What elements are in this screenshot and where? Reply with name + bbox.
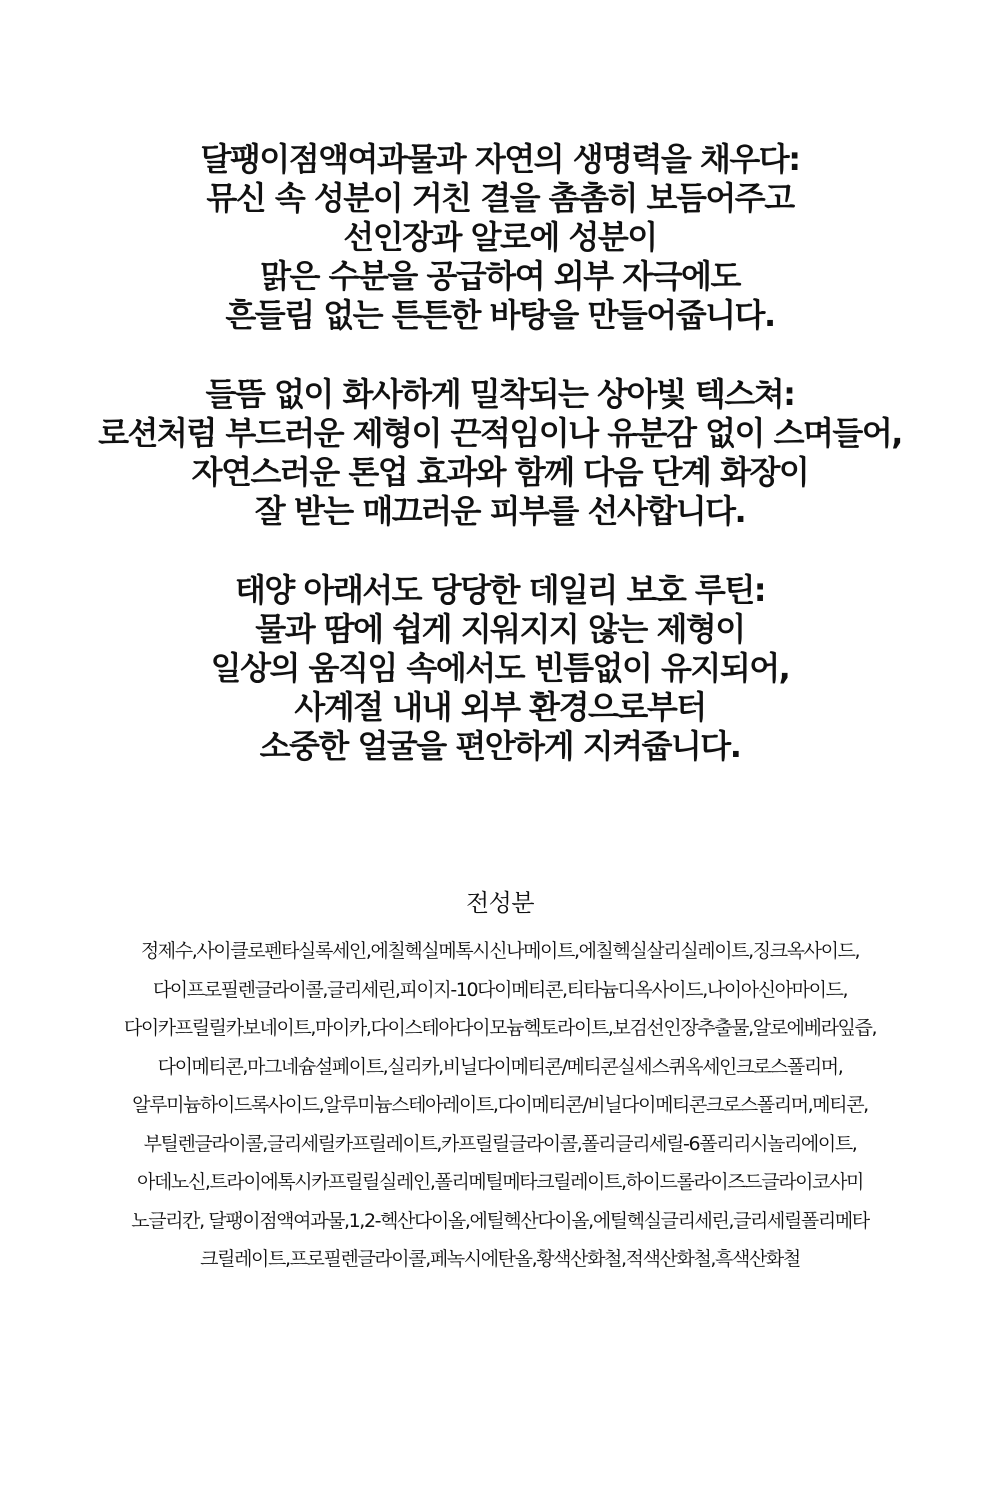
ingredients-line: 다이메티콘,마그네슘설페이트,실리카,비닐다이메티콘/메티콘실세스퀴옥세인크로스폴리머, — [157, 1055, 843, 1078]
ingredients-line: 아데노신,트라이에톡시카프릴릴실레인,폴리메틸메타크릴레이트,하이드롤라이즈드글라이코사미 — [137, 1171, 863, 1193]
description-block-sun-protection — [40, 571, 960, 766]
description-line: 달팽이점액여과물과 자연의 생명력을 채우다: — [200, 140, 800, 178]
description-line: 맑은 수분을 공급하여 외부 자극에도 — [260, 257, 740, 295]
description-line: 들뜸 없이 화사하게 밀착되는 상아빛 텍스쳐: — [205, 375, 795, 413]
product-description — [40, 140, 960, 806]
ingredients-line: 크릴레이트,프로필렌글라이콜,페녹시에탄올,황색산화철,적색산화철,흑색산화철 — [200, 1248, 800, 1270]
description-line: 태양 아래서도 당당한 데일리 보호 루틴: — [234, 571, 766, 609]
description-block-texture — [40, 375, 960, 531]
description-line: 흔들림 없는 튼튼한 바탕을 만들어줍니다. — [225, 296, 775, 334]
description-line: 선인장과 알로에 성분이 — [343, 218, 657, 256]
ingredients-line: 다이카프릴릴카보네이트,마이카,다이스테아다이모늄헥토라이트,보검선인장추출물,알로에베라잎즙, — [123, 1017, 877, 1039]
description-block-snail-mucin — [40, 140, 960, 335]
ingredients-line: 다이프로필렌글라이콜,글리세린,피이지-10다이메티콘,티타늄디옥사이드,나이아신아마이드, — [152, 978, 848, 1001]
description-line: 자연스러운 톤업 효과와 함께 다음 단계 화장이 — [191, 453, 809, 491]
ingredients-line: 부틸렌글라이콜,글리세릴카프릴레이트,카프릴릴글라이콜,폴리글리세릴-6폴리리시놀리에이트, — [143, 1132, 857, 1155]
description-line: 소중한 얼굴을 편안하게 지켜줍니다. — [259, 727, 741, 765]
ingredients-heading: 전성분 — [465, 889, 535, 917]
description-line: 물과 땀에 쉽게 지워지지 않는 제형이 — [255, 610, 745, 648]
ingredients-line: 노글리칸, 달팽이점액여과물,1,2-헥산다이올,에틸헥산다이올,에틸헥실글리세린,글리세릴폴리메타 — [131, 1209, 869, 1232]
description-line: 뮤신 속 성분이 거친 결을 촘촘히 보듬어주고 — [206, 179, 794, 217]
description-line: 사계절 내내 외부 환경으로부터 — [294, 688, 706, 726]
description-line: 로션처럼 부드러운 제형이 끈적임이나 유분감 없이 스며들어, — [98, 414, 902, 452]
description-line: 잘 받는 매끄러운 피부를 선사합니다. — [254, 492, 746, 530]
ingredients-line: 정제수,사이클로펜타실록세인,에칠헥실메톡시신나메이트,에칠헥실살리실레이트,징크옥사이드, — [140, 940, 860, 962]
description-line: 일상의 움직임 속에서도 빈틈없이 유지되어, — [210, 649, 790, 687]
ingredients-line: 알루미늄하이드록사이드,알루미늄스테아레이트,다이메티콘/비닐다이메티콘크로스폴리머,메티콘, — [132, 1094, 868, 1116]
ingredients-section — [30, 880, 970, 1279]
